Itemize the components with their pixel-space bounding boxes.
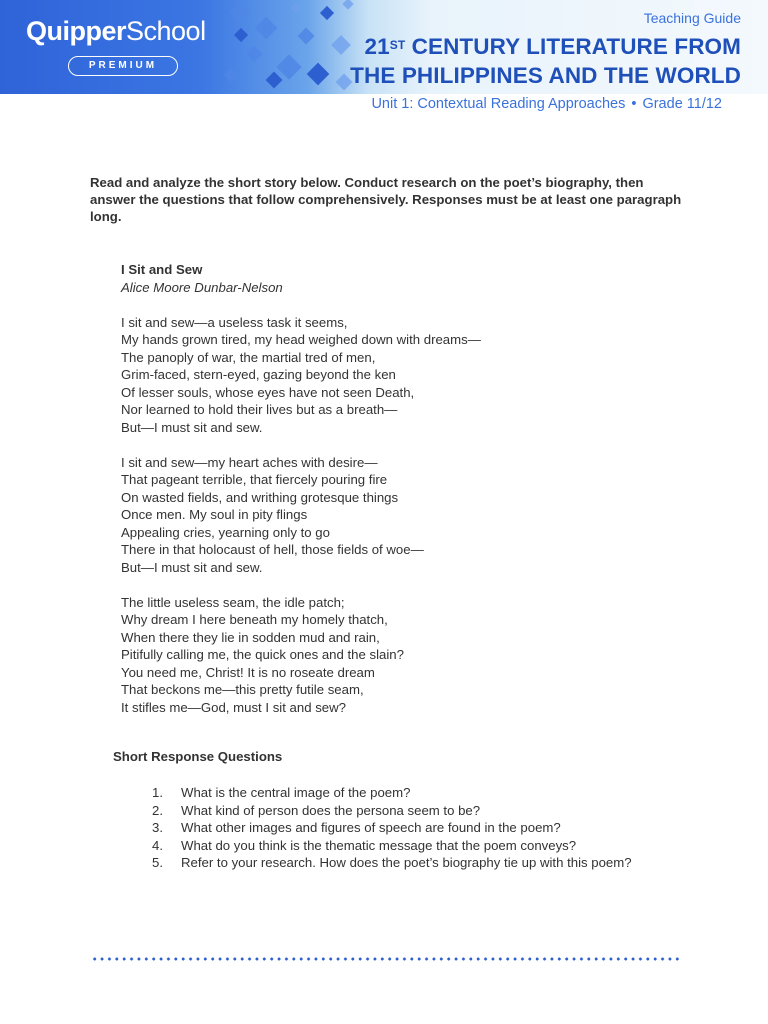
poem-line: It stifles me—God, must I sit and sew? xyxy=(121,699,346,715)
poem-line: I sit and sew—my heart aches with desire— xyxy=(121,454,378,470)
poem-stanza-1 xyxy=(121,314,681,437)
poem-title: I Sit and Sew xyxy=(121,262,203,277)
separator-dot: • xyxy=(631,96,637,112)
question-number: 2. xyxy=(152,802,163,818)
quipper-school-logo[interactable] xyxy=(26,16,222,76)
logo-brand-bold: Quipper xyxy=(26,16,127,46)
unit-grade-line xyxy=(371,96,722,112)
poem-line: I sit and sew—a useless task it seems, xyxy=(121,314,348,330)
question-item xyxy=(152,837,712,855)
teaching-guide-label: Teaching Guide xyxy=(643,10,741,26)
course-title xyxy=(350,32,741,90)
questions-list xyxy=(152,784,712,872)
poem-line: Appealing cries, yearning only to go xyxy=(121,524,330,540)
unit-label: Unit 1: Contextual Reading Approaches xyxy=(371,96,626,112)
poem-line: But—I must sit and sew. xyxy=(121,419,263,435)
poem-stanza-3 xyxy=(121,594,681,717)
question-number: 4. xyxy=(152,837,163,853)
dotted-footer-divider xyxy=(91,956,681,962)
question-text: What is the central image of the poem? xyxy=(181,785,411,800)
question-item xyxy=(152,784,712,802)
question-text: What kind of person does the persona seem to be? xyxy=(181,802,481,818)
question-item xyxy=(152,854,712,872)
logo-brand-regular: School xyxy=(126,16,206,46)
grade-label: Grade 11/12 xyxy=(642,96,722,112)
question-number: 1. xyxy=(152,785,163,800)
poem-line: Pitifully calling me, the quick ones and the slain? xyxy=(121,647,404,662)
poem-author: Alice Moore Dunbar-Nelson xyxy=(121,279,283,295)
question-text: What other images and figures of speech are found in the poem? xyxy=(181,820,561,836)
question-number: 5. xyxy=(152,855,163,871)
header-banner xyxy=(0,0,768,94)
poem xyxy=(121,261,681,734)
poem-line: Grim-faced, stern-eyed, gazing beyond the ken xyxy=(121,367,396,382)
poem-line: But—I must sit and sew. xyxy=(121,559,263,575)
poem-line: My hands grown tired, my head weighed down with dreams— xyxy=(121,332,481,347)
poem-line: On wasted fields, and writhing grotesque things xyxy=(121,489,399,505)
course-title-line-1 xyxy=(350,32,741,61)
question-item xyxy=(152,819,712,837)
question-text: Refer to your research. How does the poet’s biography tie up with this poem? xyxy=(181,855,632,871)
premium-badge: PREMIUM xyxy=(68,56,178,76)
course-title-line-2: THE PHILIPPINES AND THE WORLD xyxy=(350,63,741,88)
page-header xyxy=(0,0,768,118)
poem-line: That pageant terrible, that fiercely pouring fire xyxy=(121,472,388,487)
poem-line: Of lesser souls, whose eyes have not seen Death, xyxy=(121,384,415,400)
question-number: 3. xyxy=(152,820,163,836)
poem-line: That beckons me—this pretty futile seam, xyxy=(121,682,364,697)
question-text: What do you think is the thematic message that the poem conveys? xyxy=(181,837,577,853)
poem-line: Nor learned to hold their lives but as a breath— xyxy=(121,402,398,417)
poem-line: Why dream I here beneath my homely thatch, xyxy=(121,612,388,627)
questions-heading: Short Response Questions xyxy=(113,749,283,764)
poem-stanza-2 xyxy=(121,454,681,577)
poem-line: You need me, Christ! It is no roseate dream xyxy=(121,664,375,680)
poem-line: When there they lie in sodden mud and rain, xyxy=(121,629,380,645)
poem-line: The panoply of war, the martial tred of men, xyxy=(121,349,376,365)
century-number: 21 xyxy=(364,34,390,59)
century-suffix: ST xyxy=(389,38,406,52)
poem-line: The little useless seam, the idle patch; xyxy=(121,594,345,610)
question-item xyxy=(152,802,712,820)
course-title-line-1-rest: CENTURY LITERATURE FROM xyxy=(405,34,741,59)
poem-line: There in that holocaust of hell, those fields of woe— xyxy=(121,542,424,557)
poem-line: Once men. My soul in pity flings xyxy=(121,507,308,522)
logo-wordmark xyxy=(26,16,206,47)
instructions: Read and analyze the short story below. Conduct research on the poet’s biography, then answer the questions that follow comprehensively. Responses must be at least one paragraph long. xyxy=(90,175,682,224)
